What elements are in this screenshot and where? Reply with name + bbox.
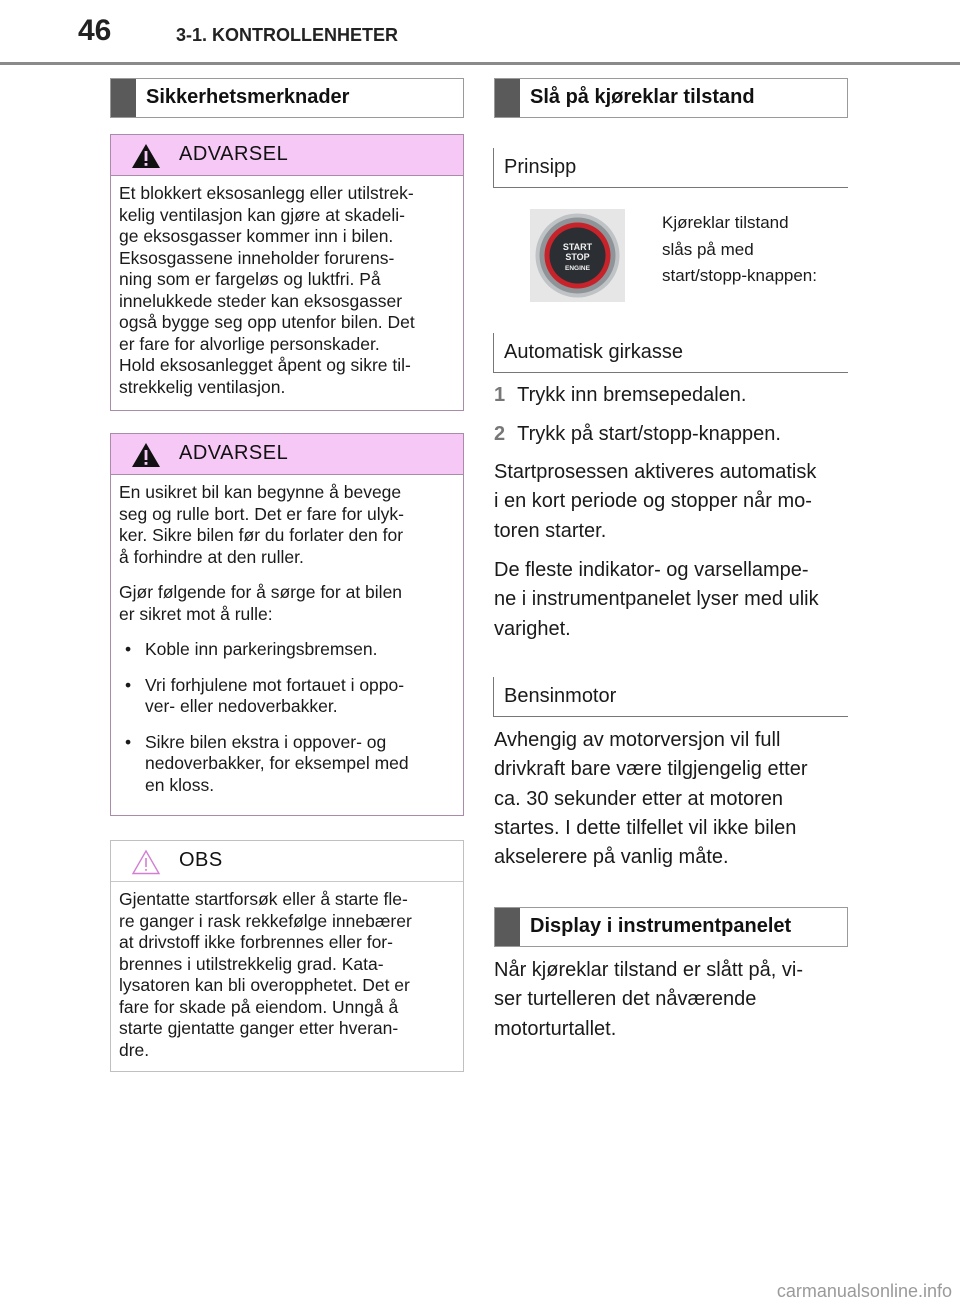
section-heading-label: Display i instrumentpanelet — [530, 915, 792, 937]
warning-paragraph: En usikret bil kan begynne å bevege seg og rulle bort. Det er fare for ulyk- ker. Sikre bilen før du forlater den for å forhindre at den ruller. — [119, 482, 404, 567]
image-caption: Kjøreklar tilstand slås på med start/stopp-knappen: — [662, 213, 817, 285]
list-item — [119, 675, 449, 718]
start-stop-button-image — [530, 209, 625, 302]
paragraph-start-process: Startprosessen aktiveres automatisk i en kort periode og stopper når mo- toren starter. — [494, 461, 817, 542]
section-heading-safety — [110, 78, 464, 118]
subheading-principle — [493, 148, 848, 188]
note-title: OBS — [179, 849, 223, 871]
section-heading-instrument-display — [494, 907, 848, 947]
list-item — [119, 732, 449, 797]
paragraph-tachometer: Når kjøreklar tilstand er slått på, vi- ser turtelleren det nåværende motorturtallet. — [494, 959, 803, 1040]
watermark: carmanualsonline.info — [776, 1281, 952, 1301]
list-item-text: Vri forhjulene mot fortauet i oppo- ver- eller nedoverbakker. — [145, 674, 405, 716]
list-item — [119, 639, 449, 661]
chapter-title: 3-1. KONTROLLENHETER — [176, 25, 399, 45]
header-divider — [0, 62, 960, 65]
step-text: Trykk inn bremsepedalen. — [517, 384, 747, 406]
paragraph-indicator-lamps: De fleste indikator- og varsellampe- ne i instrumentpanelet lyser med ulik varighet. — [494, 559, 819, 640]
bullet-icon: • — [125, 674, 132, 695]
section-heading-ready-state — [494, 78, 848, 118]
bullet-icon: • — [125, 639, 132, 659]
step-number: 2 — [494, 423, 506, 445]
warning-header — [111, 434, 463, 475]
warning-header — [111, 135, 463, 176]
step-text: Trykk på start/stopp-knappen. — [517, 423, 781, 445]
warning-triangle-icon — [131, 143, 161, 169]
caution-outline-icon — [131, 849, 161, 875]
page-number: 46 — [78, 14, 112, 47]
warning-box-exhaust — [110, 134, 464, 411]
paragraph-engine-power: Avhengig av motorversjon vil full drivkraft bare være tilgjengelig etter ca. 30 sekunder etter at motoren startes. I dette tilfellet vil ikke bilen akselerere på vanlig måte. — [494, 729, 808, 869]
note-box — [110, 840, 464, 1072]
step-item — [494, 423, 781, 446]
section-heading-bar — [111, 79, 136, 117]
note-header — [111, 841, 463, 882]
button-label-stop: STOP — [565, 252, 590, 262]
subheading-automatic-gearbox — [493, 333, 848, 373]
warning-paragraph: Gjør følgende for å sørge for at bilen er sikret mot å rulle: — [119, 582, 403, 624]
warning-text: Et blokkert eksosanlegg eller utilstrek- kelig ventilasjon kan gjøre at skadeli- ge eksosgasser kommer inn i bilen. Eksosgassene inneholder forurens- ning som er fargeløs og luktfri. På innelukkede steder kan eksosgasser også bygge seg opp utenfor bilen. Det er fare for alvorlige personskader. Hold eksosanlegget åpent og sikre til- strekkelig ventilasjon. — [119, 183, 415, 397]
subheading-petrol-engine — [493, 677, 848, 717]
list-item-text: Sikre bilen ekstra i oppover- og nedoverbakker, for eksempel med en kloss. — [145, 731, 409, 795]
subheading-label: Automatisk girkasse — [504, 341, 683, 363]
list-item-text: Koble inn parkeringsbremsen. — [145, 639, 378, 659]
note-text: Gjentatte startforsøk eller å starte fle- re ganger i rask rekkefølge innebærer at drivstoff ikke forbrennes eller for- brennes i utilstrekkelig grad. Kata- lysatoren kan bli overopphetet. Det er fare for skade på eiendom. Unngå å starte gjentatte ganger etter hveran- dre. — [119, 889, 412, 1060]
section-heading-label: Sikkerhetsmerknader — [146, 86, 350, 108]
button-label-engine: ENGINE — [565, 265, 590, 272]
warning-box-rolling — [110, 433, 464, 816]
subheading-label: Bensinmotor — [504, 685, 617, 707]
step-number: 1 — [494, 384, 506, 406]
warning-title: ADVARSEL — [179, 143, 289, 165]
section-heading-bar — [495, 79, 520, 117]
bullet-icon: • — [125, 731, 132, 752]
section-heading-bar — [495, 908, 520, 946]
warning-triangle-icon — [131, 442, 161, 468]
subheading-label: Prinsipp — [504, 156, 577, 178]
section-heading-label: Slå på kjøreklar tilstand — [530, 86, 755, 108]
step-item — [494, 384, 747, 407]
button-label-start: START — [562, 242, 593, 252]
warning-title: ADVARSEL — [179, 442, 289, 464]
